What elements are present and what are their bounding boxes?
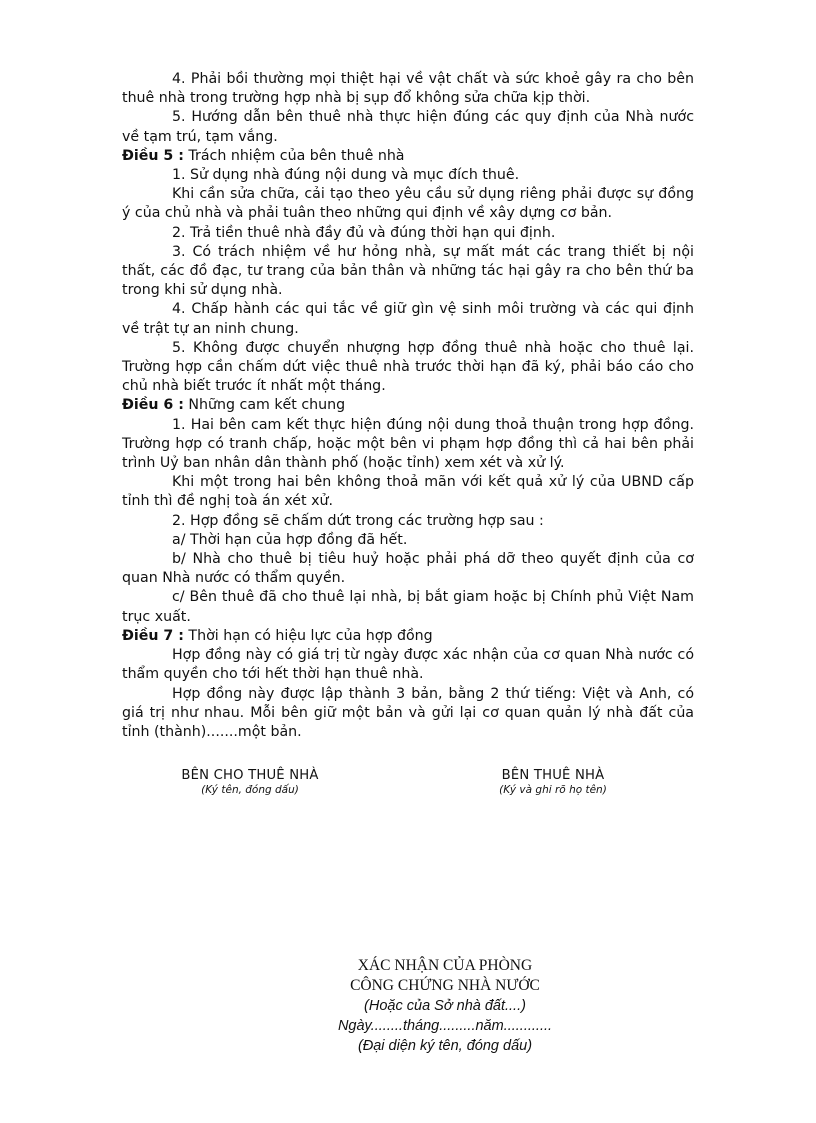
confirmation-line-5: (Đại diện ký tên, đóng dấu) <box>357 1038 533 1054</box>
confirmation-date: Ngày........tháng.........năm............ <box>337 1018 553 1034</box>
paragraph: Khi cần sửa chữa, cải tạo theo yêu cầu sử dụng riêng phải được sự đồng ý của chủ nhà và phải tuân theo những qui định về xây dựng cơ bản. <box>122 186 694 222</box>
paragraph: 2. Hợp đồng sẽ chấm dứt trong các trường hợp sau : <box>172 512 544 529</box>
lessee-title: BÊN THUÊ NHÀ <box>501 768 605 783</box>
article-title: Thời hạn có hiệu lực của hợp đồng <box>183 627 433 644</box>
article-label: Điều 5 : <box>122 147 184 164</box>
paragraph: Hợp đồng này có giá trị từ ngày được xác nhận của cơ quan Nhà nước có thẩm quyền cho tới hết thời hạn thuê nhà. <box>122 647 694 683</box>
paragraph: a/ Thời hạn của hợp đồng đã hết. <box>172 531 408 548</box>
paragraph: 3. Có trách nhiệm về hư hỏng nhà, sự mất mát các trang thiết bị nội thất, các đồ đạc, tư trang của bản thân và những tác hại gây ra cho bên thứ ba trong khi sử dụng nhà. <box>122 243 694 299</box>
article-heading <box>122 147 694 166</box>
paragraph: 4. Chấp hành các qui tắc về giữ gìn vệ sinh môi trường và các qui định về trật tự an ninh chung. <box>122 301 694 337</box>
lessor-signature <box>170 768 330 796</box>
article-label: Điều 7 : <box>122 627 184 644</box>
paragraph: Hợp đồng này được lập thành 3 bản, bằng 2 thứ tiếng: Việt và Anh, có giá trị như nhau. Mỗi bên giữ một bản và gửi lại cơ quan quản lý nhà đất của tỉnh (thành).......một bản. <box>122 685 694 740</box>
lessee-signature <box>478 768 628 796</box>
lessor-title: BÊN CHO THUÊ NHÀ <box>181 768 319 783</box>
signature-block <box>0 768 816 808</box>
paragraph: 2. Trả tiền thuê nhà đầy đủ và đúng thời hạn qui định. <box>172 224 556 241</box>
paragraph: 5. Không được chuyển nhượng hợp đồng thuê nhà hoặc cho thuê lại. Trường hợp cần chấm dứt việc thuê nhà trước thời hạn đã ký, phải báo cáo cho chủ nhà biết trước ít nhất một tháng. <box>122 339 694 395</box>
notary-confirmation <box>300 956 590 1056</box>
paragraph: b/ Nhà cho thuê bị tiêu huỷ hoặc phải phá dỡ theo quyết định của cơ quan Nhà nước có thẩm quyền. <box>122 551 694 587</box>
contract-body <box>122 70 694 742</box>
article-heading <box>122 627 694 646</box>
confirmation-line-3: (Hoặc của Sở nhà đất....) <box>364 998 526 1014</box>
article-title: Trách nhiệm của bên thuê nhà <box>183 147 405 164</box>
confirmation-line-2: CÔNG CHỨNG NHÀ NƯỚC <box>350 977 540 994</box>
lessee-note: (Ký và ghi rõ họ tên) <box>499 784 607 796</box>
paragraph: 1. Sử dụng nhà đúng nội dung và mục đích thuê. <box>172 167 520 184</box>
lessor-note: (Ký tên, đóng dấu) <box>201 784 299 796</box>
confirmation-line-1: XÁC NHẬN CỦA PHÒNG <box>357 957 533 974</box>
paragraph: 1. Hai bên cam kết thực hiện đúng nội dung thoả thuận trong hợp đồng. Trường hợp có tranh chấp, hoặc một bên vi phạm hợp đồng thì cả hai bên phải trình Uỷ ban nhân dân thành phố (hoặc tỉnh) xem xét và xử lý. <box>122 416 694 472</box>
paragraph: c/ Bên thuê đã cho thuê lại nhà, bị bắt giam hoặc bị Chính phủ Việt Nam trục xuất. <box>122 589 694 625</box>
article-heading <box>122 396 694 415</box>
paragraph: Khi một trong hai bên không thoả mãn với kết quả xử lý của UBND cấp tỉnh thì đề nghị toà án xét xử. <box>122 474 694 510</box>
paragraph: 5. Hướng dẫn bên thuê nhà thực hiện đúng các quy định của Nhà nước về tạm trú, tạm vắng. <box>122 109 694 145</box>
article-title: Những cam kết chung <box>183 397 346 414</box>
paragraph: 4. Phải bồi thường mọi thiệt hại về vật chất và sức khoẻ gây ra cho bên thuê nhà trong trường hợp nhà bị sụp đổ không sửa chữa kịp thời. <box>122 71 694 107</box>
article-label: Điều 6 : <box>122 397 184 414</box>
